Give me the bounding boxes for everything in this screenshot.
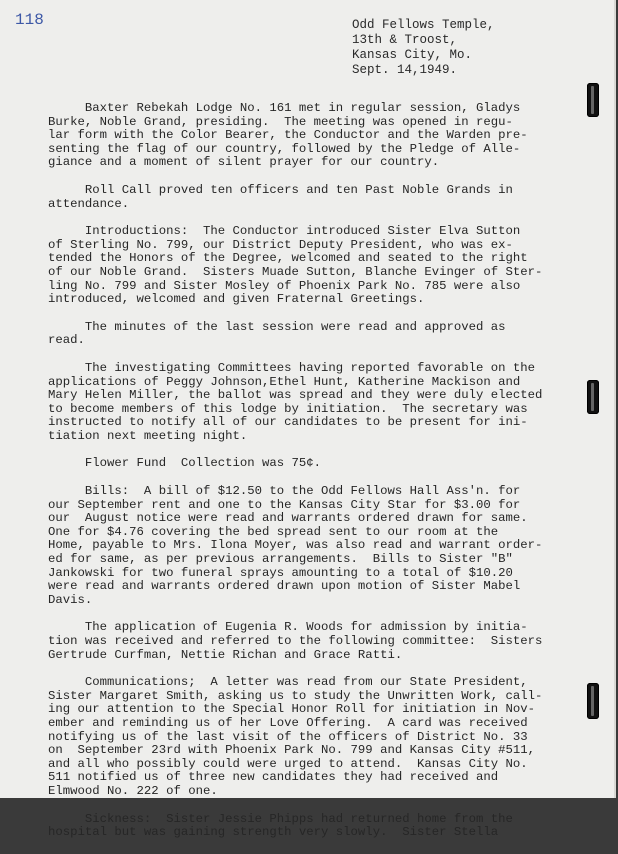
text-line: Home, payable to Mrs. Ilona Moyer, was also read and warrant order- (48, 538, 543, 553)
text-line: Jankowski for two funeral sprays amounting to a total of $10.20 (48, 565, 513, 580)
text-line: hospital but was gaining strength very slowly. Sister Stella (48, 825, 499, 840)
text-line: applications of Peggy Johnson,Ethel Hunt, Katherine Mackison and (48, 374, 521, 389)
text-line: Elmwood No. 222 of one. (48, 783, 218, 798)
text-line: tended the Honors of the Degree, welcomed and seated to the right (48, 251, 528, 266)
paragraph (48, 457, 578, 471)
binder-tab (587, 380, 599, 414)
text-line: read. (48, 333, 85, 348)
text-line: of our Noble Grand. Sisters Muade Sutton, Blanche Evinger of Ster- (48, 264, 543, 279)
text-line: to become members of this lodge by initiation. The secretary was (48, 401, 528, 416)
text-line: tiation next meeting night. (48, 428, 248, 443)
text-line: Davis. (48, 592, 93, 607)
text-line: One for $4.76 covering the bed spread sent to our room at the (48, 524, 499, 539)
text-line: ing our attention to the Special Honor Roll for initiation in Nov- (48, 702, 536, 717)
text-line: notifying us of the last visit of the officers of District No. 33 (48, 729, 528, 744)
text-line: Communications; A letter was read from our State President, (48, 675, 528, 690)
text-line: introduced, welcomed and given Fraternal Greetings. (48, 292, 425, 307)
text-line: ember and reminding us of her Love Offering. A card was received (48, 715, 528, 730)
text-line: Introductions: The Conductor introduced Sister Elva Sutton (48, 224, 521, 239)
letterhead-line: Kansas City, Mo. (352, 48, 473, 62)
text-line: our August notice were read and warrants ordered drawn for same. (48, 511, 528, 526)
text-line: The investigating Committees having reported favorable on the (48, 360, 536, 375)
text-line: of Sterling No. 799, our District Deputy President, who was ex- (48, 237, 513, 252)
binder-tab (587, 83, 599, 117)
text-line: The minutes of the last session were read and approved as (48, 319, 506, 334)
text-line: Flower Fund Collection was 75¢. (48, 456, 322, 471)
text-line: Baxter Rebekah Lodge No. 161 met in regular session, Gladys (48, 101, 521, 115)
paragraph (48, 102, 578, 170)
text-line: tion was received and referred to the following committee: Sisters (48, 634, 543, 648)
text-line: Bills: A bill of $12.50 to the Odd Fellows Hall Ass'n. for (48, 484, 521, 499)
text-line: ed for same, as per previous arrangements. Bills to Sister "B" (48, 552, 513, 567)
text-line: instructed to notify all of our candidates to be present for ini- (48, 415, 528, 430)
text-line: senting the flag of our country, followed by the Pledge of Alle- (48, 141, 521, 156)
text-line: giance and a moment of silent prayer for our country. (48, 155, 440, 170)
page-number: 118 (15, 11, 44, 29)
letterhead-line: 13th & Troost, (352, 33, 458, 47)
paragraph (48, 813, 578, 840)
paragraph (48, 621, 578, 662)
text-line: Sickness: Sister Jessie Phipps had returned home from the (48, 811, 513, 826)
text-line: our September rent and one to the Kansas City Star for $3.00 for (48, 497, 521, 512)
text-line: ling No. 799 and Sister Mosley of Phoenix Park No. 785 were also (48, 278, 521, 293)
paragraph (48, 321, 578, 348)
paragraph (48, 225, 578, 307)
text-line: The application of Eugenia R. Woods for admission by initia- (48, 620, 528, 635)
text-line: attendance. (48, 196, 130, 211)
text-line: lar form with the Color Bearer, the Conductor and the Warden pre- (48, 128, 528, 143)
text-line: Gertrude Curfman, Nettie Richan and Grace Ratti. (48, 647, 403, 662)
text-line: Burke, Noble Grand, presiding. The meeting was opened in regu- (48, 114, 513, 129)
letterhead-line: Odd Fellows Temple, (352, 18, 495, 32)
letterhead-line: Sept. 14,1949. (352, 63, 458, 77)
text-line: Sister Margaret Smith, asking us to study the Unwritten Work, call- (48, 688, 543, 703)
text-line: on September 23rd with Phoenix Park No. 799 and Kansas City #511, (48, 743, 536, 758)
paragraph (48, 485, 578, 607)
text-line: Roll Call proved ten officers and ten Past Noble Grands in (48, 182, 513, 197)
binder-tab (587, 683, 599, 719)
minutes-body (48, 102, 578, 854)
paragraph (48, 676, 578, 798)
text-line: were read and warrants ordered drawn upon motion of Sister Mabel (48, 579, 521, 594)
paragraph (48, 362, 578, 444)
letterhead (352, 18, 495, 78)
text-line: 511 notified us of three new candidates they had received and (48, 770, 499, 785)
text-line: and all who possibly could were urged to attend. Kansas City No. (48, 756, 528, 771)
text-line: Mary Helen Miller, the ballot was spread and they were duly elected (48, 388, 543, 403)
paragraph (48, 184, 578, 211)
